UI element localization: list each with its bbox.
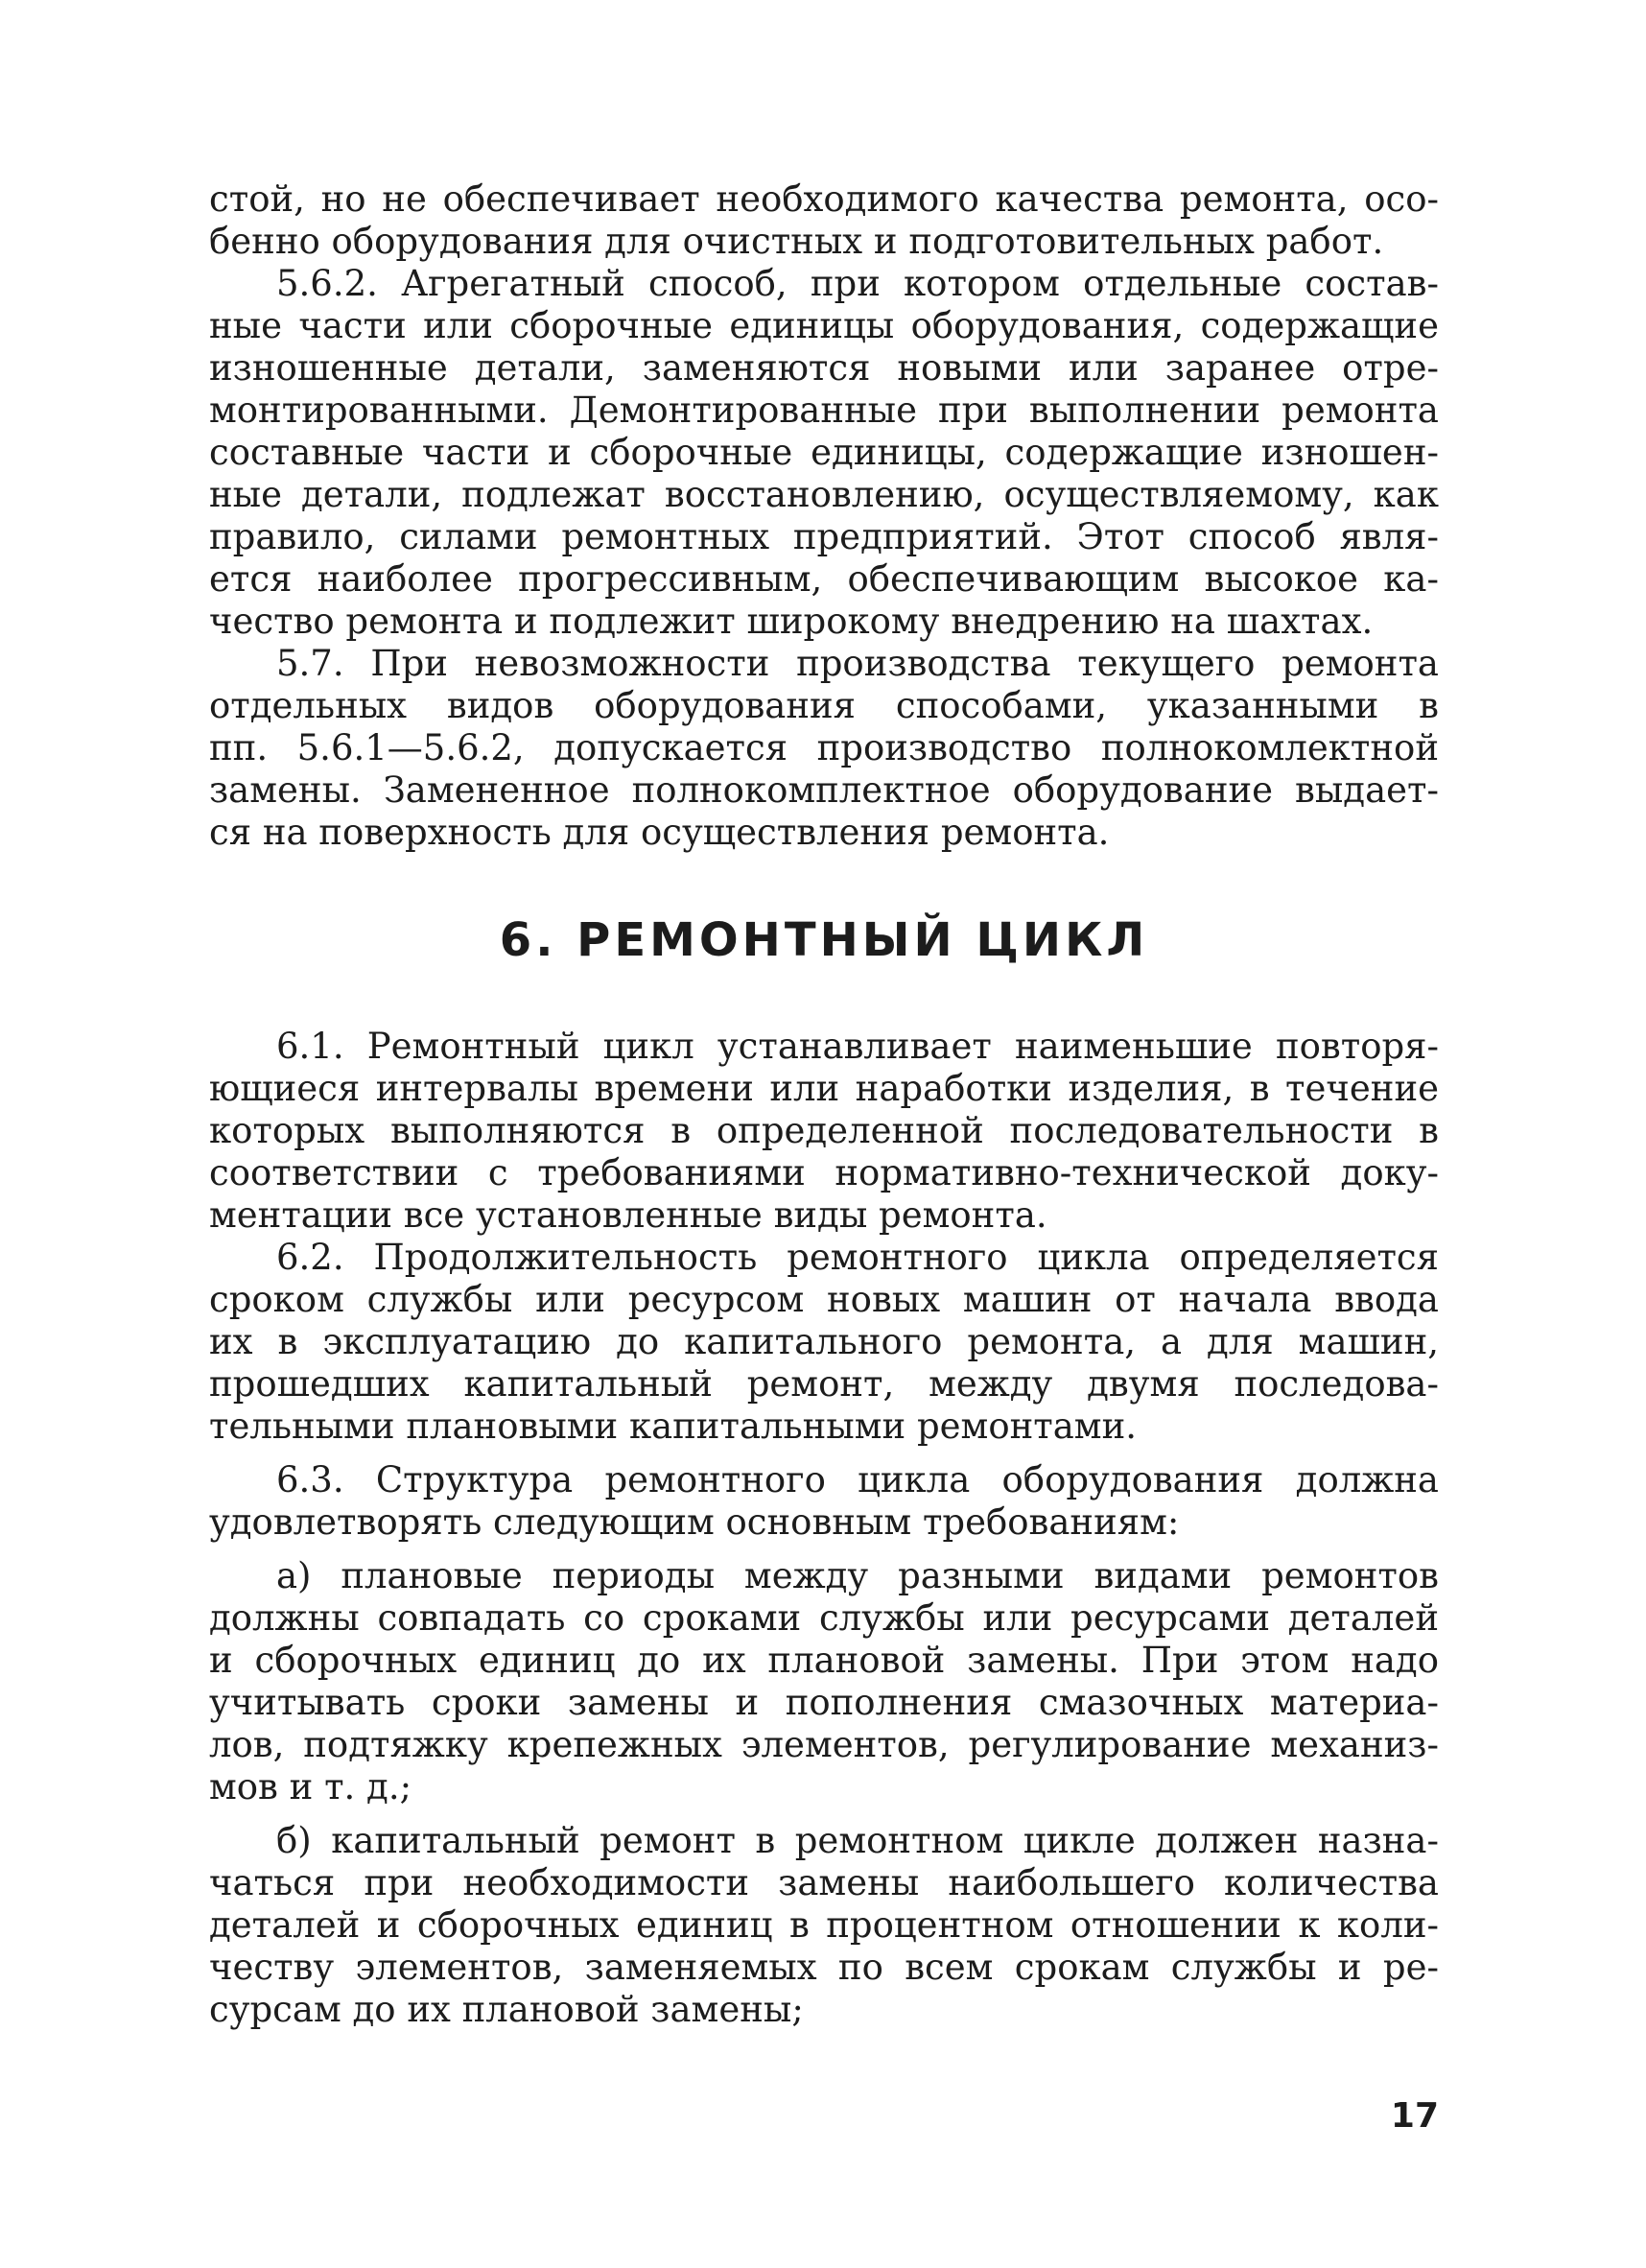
- paragraph-6-1-start: 6.1. Ремонтный цикл устанавливает наименьшие повторя-: [276, 1026, 1439, 1067]
- text-line: мов и т. д.;: [209, 1766, 412, 1807]
- text-line: честву элементов, заменяемых по всем срокам службы и ре-: [209, 1947, 1439, 1988]
- text-line: сроком службы или ресурсом новых машин от начала ввода: [209, 1279, 1439, 1320]
- text-line: ментации все установленные виды ремонта.: [209, 1194, 1047, 1236]
- text-line: бенно оборудования для очистных и подготовительных работ.: [209, 221, 1384, 262]
- text-block-top: [209, 178, 1439, 854]
- paragraph-6-3-start: 6.3. Структура ремонтного цикла оборудования должна: [276, 1459, 1439, 1500]
- list-item-a-start: а) плановые периоды между разными видами ремонтов: [276, 1555, 1439, 1596]
- text-line: удовлетворять следующим основным требованиям:: [209, 1501, 1180, 1543]
- text-line: деталей и сборочных единиц в процентном отношении к коли-: [209, 1904, 1439, 1946]
- text-line: монтированными. Демонтированные при выполнении ремонта: [209, 390, 1439, 431]
- text-line: чаться при необходимости замены наибольшего количества: [209, 1862, 1439, 1903]
- text-line: должны совпадать со сроками службы или ресурсами деталей: [209, 1597, 1439, 1639]
- page-number: 17: [1390, 2096, 1439, 2136]
- paragraph-6-2-start: 6.2. Продолжительность ремонтного цикла определяется: [276, 1237, 1439, 1278]
- paragraph-5-7-start: 5.7. При невозможности производства текущего ремонта: [276, 643, 1439, 684]
- text-line: учитывать сроки замены и пополнения смазочных материа-: [209, 1682, 1439, 1723]
- text-line: ся на поверхность для осуществления ремонта.: [209, 812, 1110, 853]
- text-line: составные части и сборочные единицы, содержащие изношен-: [209, 432, 1439, 473]
- list-item-b-start: б) капитальный ремонт в ремонтном цикле должен назна-: [276, 1820, 1439, 1861]
- text-line: ные детали, подлежат восстановлению, осуществляемому, как: [209, 474, 1439, 515]
- text-line: чество ремонта и подлежит широкому внедрению на шахтах.: [209, 601, 1374, 642]
- text-block-section-6: [209, 1026, 1439, 2031]
- section-heading: 6. РЕМОНТНЫЙ ЦИКЛ: [499, 913, 1149, 967]
- text-line: сурсам до их плановой замены;: [209, 1989, 804, 2030]
- text-line: прошедших капитальный ремонт, между двумя последова-: [209, 1363, 1439, 1405]
- text-line: ется наиболее прогрессивным, обеспечивающим высокое ка-: [209, 558, 1439, 600]
- text-line: пп. 5.6.1—5.6.2, допускается производство полнокомлектной: [209, 727, 1439, 768]
- text-line: отдельных видов оборудования способами, указанными в: [209, 685, 1439, 726]
- text-line: тельными плановыми капитальными ремонтами.: [209, 1406, 1137, 1447]
- text-line: ные части или сборочные единицы оборудования, содержащие: [209, 305, 1439, 346]
- text-line: стой, но не обеспечивает необходимого качества ремонта, осо-: [209, 178, 1439, 220]
- paragraph-5-6-2-start: 5.6.2. Агрегатный способ, при котором отдельные состав-: [276, 263, 1439, 304]
- text-line: изношенные детали, заменяются новыми или заранее отре-: [209, 347, 1439, 389]
- text-line: их в эксплуатацию до капитального ремонта, а для машин,: [209, 1321, 1439, 1362]
- text-line: лов, подтяжку крепежных элементов, регулирование механиз-: [209, 1724, 1439, 1765]
- text-line: которых выполняются в определенной последовательности в: [209, 1110, 1439, 1151]
- text-line: соответствии с требованиями нормативно-технической доку-: [209, 1152, 1439, 1193]
- text-line: замены. Замененное полнокомплектное оборудование выдает-: [209, 769, 1439, 811]
- text-line: правило, силами ремонтных предприятий. Этот способ явля-: [209, 516, 1439, 557]
- text-line: и сборочных единиц до их плановой замены. При этом надо: [209, 1640, 1439, 1681]
- text-line: ющиеся интервалы времени или наработки изделия, в течение: [209, 1068, 1439, 1109]
